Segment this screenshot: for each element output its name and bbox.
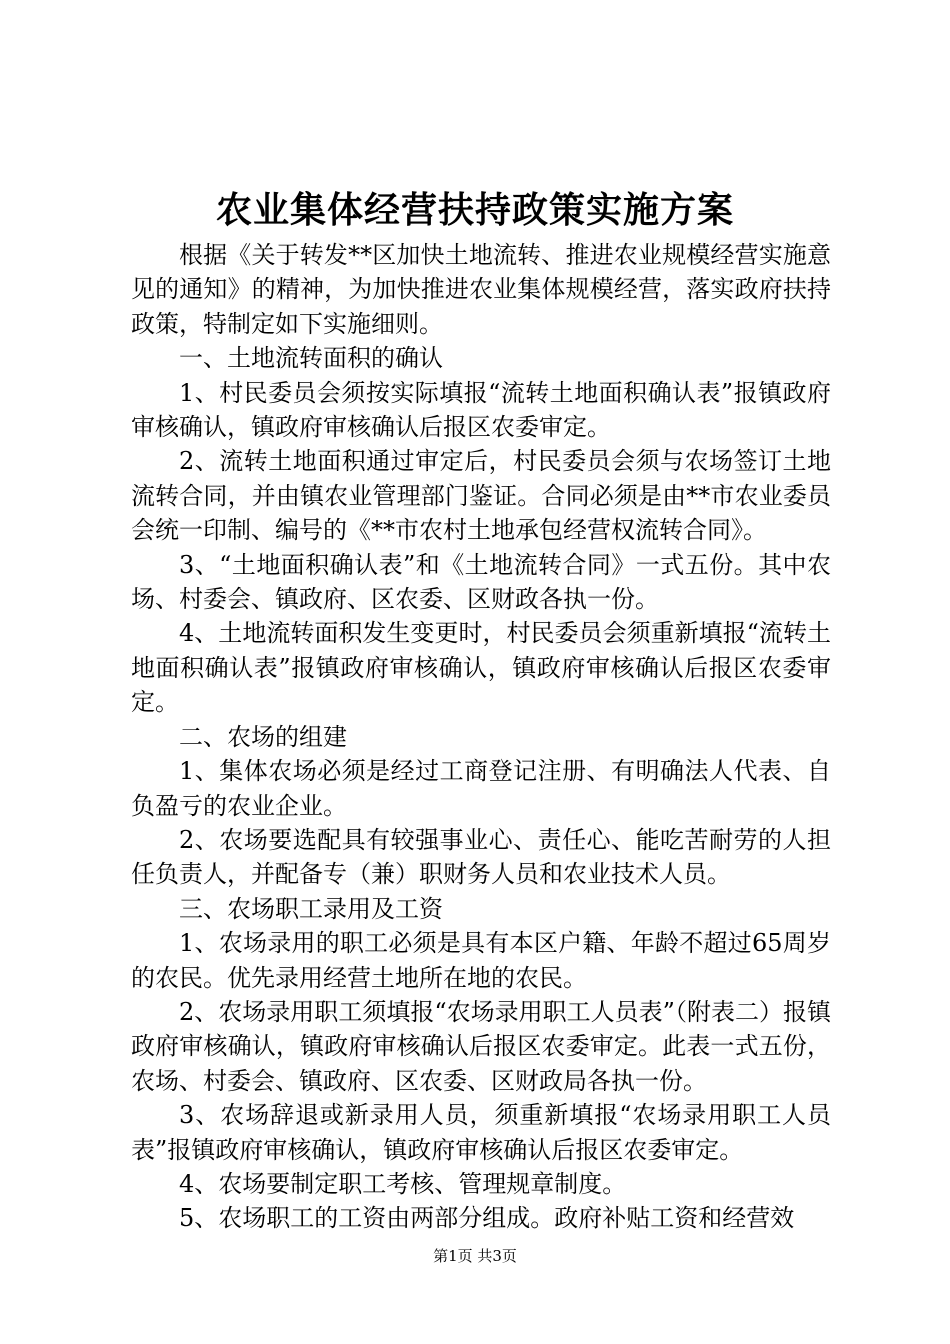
page-footer: 第1页 共3页 — [433, 1247, 517, 1265]
document-title: 农业集体经营扶持政策实施方案 — [215, 189, 734, 231]
paragraph: 2、农场录用职工须填报“农场录用职工人员表”（附表二）报镇政府审核确认，镇政府审核确认后报区农委审定。此表一式五份，农场、村委会、镇政府、区农委、区财政局各执一份。 — [131, 997, 831, 1095]
section-heading: 一、土地流转面积的确认 — [179, 344, 443, 373]
paragraph: 4、农场要制定职工考核、管理规章制度。 — [179, 1169, 627, 1198]
paragraph: 2、农场要选配具有较强事业心、责任心、能吃苦耐劳的人担任负责人，并配备专（兼）职财务人员和农业技术人员。 — [131, 825, 831, 889]
paragraph: 4、土地流转面积发生变更时，村民委员会须重新填报“流转土地面积确认表”报镇政府审核确认，镇政府审核确认后报区农委审定。 — [131, 619, 831, 717]
document-body — [131, 238, 831, 1236]
paragraph: 3、农场辞退或新录用人员，须重新填报“农场录用职工人员表”报镇政府审核确认，镇政府审核确认后报区农委审定。 — [131, 1101, 831, 1164]
paragraph: 1、集体农场必须是经过工商登记注册、有明确法人代表、自负盈亏的农业企业。 — [131, 757, 831, 820]
paragraph: 3、“土地面积确认表”和《土地流转合同》一式五份。其中农场、村委会、镇政府、区农委、区财政各执一份。 — [131, 550, 831, 614]
paragraph: 5、农场职工的工资由两部分组成。政府补贴工资和经营效 — [179, 1204, 795, 1233]
paragraph: 1、农场录用的职工必须是具有本区户籍、年龄不超过65周岁的农民。优先录用经营土地所在地的农民。 — [131, 929, 831, 992]
paragraph: 2、流转土地面积通过审定后，村民委员会须与农场签订土地流转合同，并由镇农业管理部门鉴证。合同必须是由**市农业委员会统一印制、编号的《**市农村土地承包经营权流转合同》。 — [131, 447, 831, 545]
paragraph: 1、村民委员会须按实际填报“流转土地面积确认表”报镇政府审核确认，镇政府审核确认后报区农委审定。 — [131, 378, 831, 442]
section-heading: 三、农场职工录用及工资 — [179, 894, 443, 923]
paragraph: 根据《关于转发**区加快土地流转、推进农业规模经营实施意见的通知》的精神，为加快推进农业集体规模经营，落实政府扶持政策，特制定如下实施细则。 — [131, 241, 831, 338]
section-heading: 二、农场的组建 — [179, 722, 347, 751]
